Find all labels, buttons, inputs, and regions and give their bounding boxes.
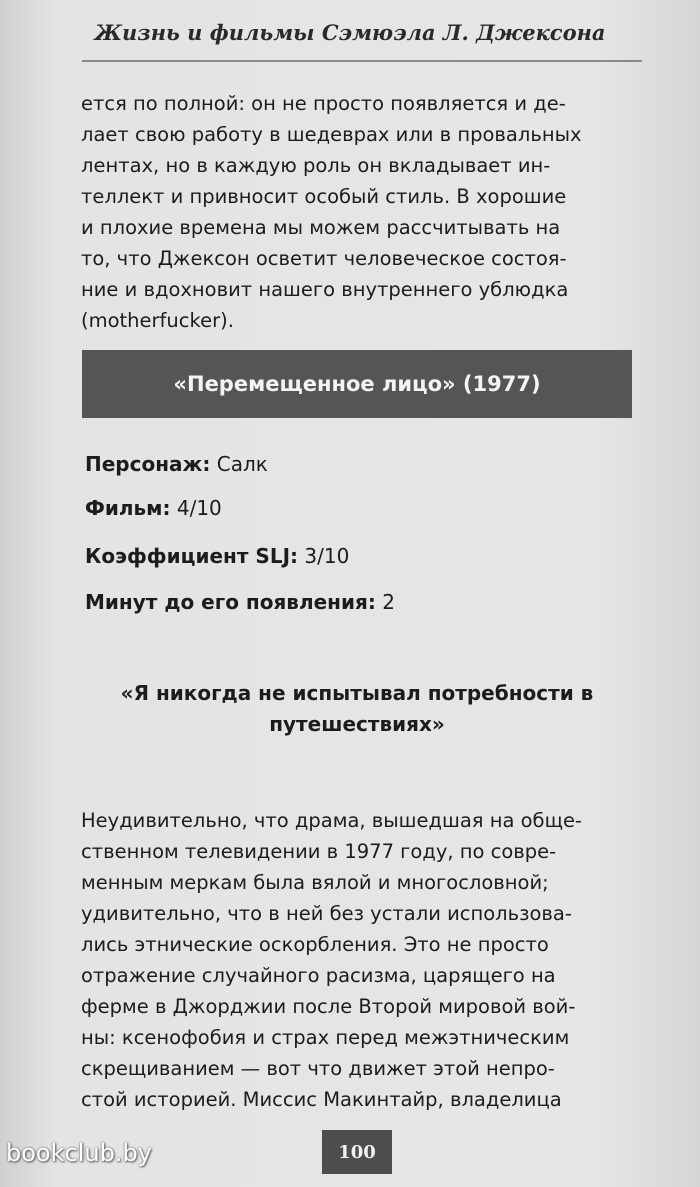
film-title-banner xyxy=(82,350,632,418)
text-line: скрещиванием — вот что движет этой непро- xyxy=(81,1057,555,1080)
stat-value: 4/10 xyxy=(176,496,222,520)
stat-slj-coefficient xyxy=(85,544,349,568)
text-line: отражение случайного расизма, царящего на xyxy=(81,964,556,987)
stat-label: Персонаж: xyxy=(85,452,211,476)
stat-value: 3/10 xyxy=(304,544,350,568)
text-line: то, что Джексон осветит человеческое состоя- xyxy=(81,247,567,270)
quote-line: «Я никогда не испытывал потребности в xyxy=(120,681,594,705)
stat-label: Минут до его появления: xyxy=(85,590,376,614)
text-line: ферме в Джорджии после Второй мировой вой- xyxy=(81,995,576,1018)
text-line: ется по полной: он не просто появляется и де- xyxy=(81,92,566,115)
stat-label: Фильм: xyxy=(85,496,171,520)
film-title: «Перемещенное лицо» (1977) xyxy=(173,372,541,396)
text-line: ны: ксенофобия и страх перед межэтническим xyxy=(81,1026,570,1049)
page-number xyxy=(322,1130,392,1174)
text-line: стой историей. Миссис Макинтайр, владелица xyxy=(81,1088,562,1111)
text-line: лись этнические оскорбления. Это не просто xyxy=(81,933,549,956)
stat-label: Коэффициент SLJ: xyxy=(85,544,299,568)
text-line: (motherfucker). xyxy=(81,309,234,332)
text-line: Неудивительно, что драма, вышедшая на обще- xyxy=(81,809,582,832)
stat-minutes-to-appearance xyxy=(85,590,395,614)
pull-quote xyxy=(82,678,632,740)
text-line: ние и вдохновит нашего внутреннего ублюдка xyxy=(81,278,569,301)
stat-value: 2 xyxy=(382,590,395,614)
text-line: лает свою работу в шедеврах или в провальных xyxy=(81,123,582,146)
body-paragraph xyxy=(81,805,641,1115)
text-line: удивительно, что в ней без устали использова- xyxy=(81,902,572,925)
text-line: ственном телевидении в 1977 году, по совре- xyxy=(81,840,557,863)
header-rule xyxy=(82,60,642,62)
intro-paragraph xyxy=(81,88,641,336)
watermark: bookclub.by xyxy=(6,1139,152,1167)
stat-value: Салк xyxy=(216,452,268,476)
page-number-text: 100 xyxy=(338,1141,376,1163)
text-line: менным меркам была вялой и многословной; xyxy=(81,871,549,894)
text-line: теллект и привносит особый стиль. В хорошие xyxy=(81,185,567,208)
quote-line: путешествиях» xyxy=(269,712,445,736)
stat-character xyxy=(85,452,268,476)
text-line: и плохие времена мы можем рассчитывать на xyxy=(81,216,561,239)
text-line: лентах, но в каждую роль он вкладывает ин- xyxy=(81,154,551,177)
running-head: Жизнь и фильмы Сэмюэла Л. Джексона xyxy=(94,20,606,45)
stat-film-rating xyxy=(85,496,222,520)
